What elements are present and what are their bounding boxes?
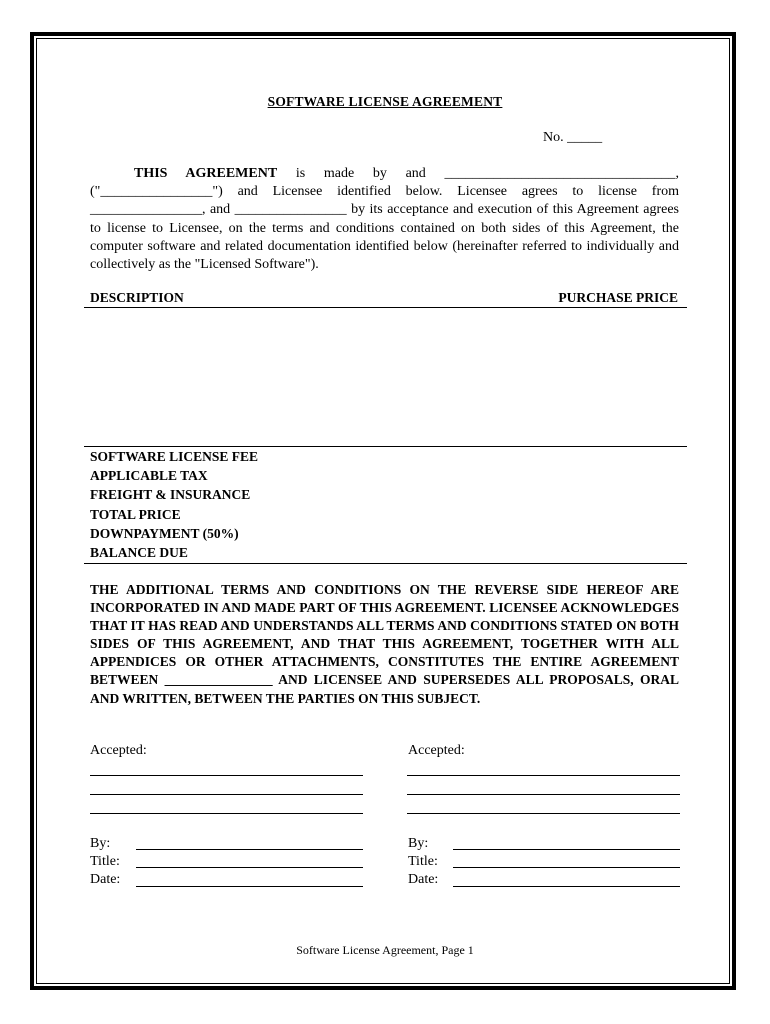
signature-line-left-1[interactable] bbox=[90, 775, 363, 776]
intro-lead: THIS AGREEMENT bbox=[134, 166, 278, 181]
fee-item: TOTAL PRICE bbox=[90, 506, 181, 522]
fee-item: APPLICABLE TAX bbox=[90, 468, 208, 484]
by-line-left[interactable] bbox=[136, 849, 363, 850]
date-label-right: Date: bbox=[408, 872, 439, 887]
signature-line-right-2[interactable] bbox=[407, 794, 680, 795]
fee-item: DOWNPAYMENT (50%) bbox=[90, 525, 239, 541]
fees-bottom-rule bbox=[84, 563, 687, 564]
signature-line-right-3[interactable] bbox=[407, 813, 680, 814]
intro-paragraph bbox=[90, 165, 679, 274]
accepted-label-right: Accepted: bbox=[408, 743, 465, 758]
title-line-left[interactable] bbox=[136, 867, 363, 868]
intro-text: is made by and _________________________________, ("________________") and Licensee identified below. Licensee agrees to license from ________________, and ________________ by its acceptance and execution of this Agreement agrees to license to Licensee, on the terms and conditions contained on both sides of this Agreement, the computer software and related documentation identified below (hereinafter referred to individually and collectively as the "Licensed Software"). bbox=[90, 166, 679, 273]
signature-line-left-3[interactable] bbox=[90, 813, 363, 814]
by-label-right: By: bbox=[408, 836, 429, 851]
purchase-price-header: PURCHASE PRICE bbox=[558, 290, 678, 305]
date-line-right[interactable] bbox=[453, 886, 680, 887]
page-footer: Software License Agreement, Page 1 bbox=[296, 943, 474, 957]
accepted-label-left: Accepted: bbox=[90, 743, 147, 758]
fee-item: FREIGHT & INSURANCE bbox=[90, 487, 251, 503]
date-line-left[interactable] bbox=[136, 886, 363, 887]
fee-item: SOFTWARE LICENSE FEE bbox=[90, 449, 259, 464]
terms-paragraph: THE ADDITIONAL TERMS AND CONDITIONS ON THE REVERSE SIDE HEREOF ARE INCORPORATED IN AND MADE PART OF THIS AGREEMENT. LICENSEE ACKNOWLEDGES THAT IT HAS READ AND UNDERSTANDS ALL TERMS AND CONDITIONS STATED ON BOTH SIDES OF THIS AGREEMENT, AND THAT THIS AGREEMENT, TOGETHER WITH ALL APPENDICES OR OTHER ATTACHMENTS, CONSTITUTES THE ENTIRE AGREEMENT BETWEEN ________________ AND LICENSEE AND SUPERSEDES ALL PROPOSALS, ORAL AND WRITTEN, BETWEEN THE PARTIES ON THIS SUBJECT. bbox=[90, 582, 679, 706]
header-rule bbox=[84, 307, 687, 308]
document-title: SOFTWARE LICENSE AGREEMENT bbox=[267, 94, 503, 109]
by-label-left: By: bbox=[90, 836, 111, 851]
title-label-left: Title: bbox=[90, 854, 120, 869]
fee-list bbox=[90, 447, 258, 562]
title-line-right[interactable] bbox=[453, 867, 680, 868]
fee-item: BALANCE DUE bbox=[90, 545, 188, 561]
description-header: DESCRIPTION bbox=[90, 290, 184, 305]
by-line-right[interactable] bbox=[453, 849, 680, 850]
signature-line-left-2[interactable] bbox=[90, 794, 363, 795]
signature-line-right-1[interactable] bbox=[407, 775, 680, 776]
agreement-number: No. _____ bbox=[543, 130, 603, 145]
date-label-left: Date: bbox=[90, 872, 121, 887]
title-label-right: Title: bbox=[408, 854, 438, 869]
